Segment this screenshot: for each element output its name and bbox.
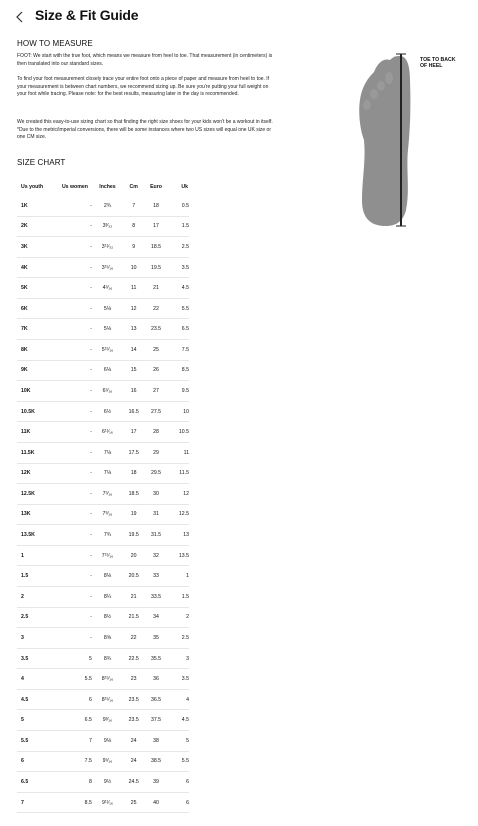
- cell-us-women: -: [53, 278, 92, 299]
- cell-us-women: -: [53, 442, 92, 463]
- cell-uk: 2: [168, 607, 189, 628]
- col-euro: Euro: [150, 184, 162, 190]
- cell-euro: 17: [144, 216, 167, 237]
- cell-euro: 29: [144, 442, 167, 463]
- cell-inches: 8½: [92, 607, 123, 628]
- table-row: [17, 216, 189, 237]
- cell-cm: 12: [123, 298, 144, 319]
- cell-euro: 39: [144, 772, 167, 793]
- cell-cm: 23: [123, 669, 144, 690]
- cell-uk: 13.5: [168, 545, 189, 566]
- table-row: [17, 340, 189, 361]
- cell-uk: 6: [168, 772, 189, 793]
- table-row: [17, 422, 189, 443]
- cell-cm: 21.5: [123, 607, 144, 628]
- cell-inches: 6⅛: [92, 360, 123, 381]
- cell-us-youth: 4: [17, 669, 53, 690]
- cell-inches: 9⁵⁄₁₆: [92, 751, 123, 772]
- toe-to-heel-label: TOE TO BACK OF HEEL: [420, 57, 456, 69]
- cell-euro: 31.5: [144, 525, 167, 546]
- table-row: [17, 278, 189, 299]
- cell-us-youth: 6.5: [17, 772, 53, 793]
- cell-cm: 24.5: [123, 772, 144, 793]
- cell-cm: 16: [123, 381, 144, 402]
- cell-us-youth: 7: [17, 792, 53, 813]
- measure-paragraph-2: To find your foot measurement closely trace your entire foot onto a piece of paper and measure from heel to toe. If your measurement is between chart numbers, we recommend sizing up. Be sure you're putting your full weight on your foot while tracing. Please note: for the best results, measuring later in the day is recommended.: [17, 76, 270, 97]
- cell-euro: 37.5: [144, 710, 167, 731]
- cell-us-women: 8.5: [53, 792, 92, 813]
- col-cm: Cm: [129, 184, 138, 190]
- cell-us-youth: 11K: [17, 422, 53, 443]
- cell-uk: 1: [168, 566, 189, 587]
- table-row: [17, 463, 189, 484]
- cell-us-youth: 3K: [17, 237, 53, 258]
- table-row: [17, 257, 189, 278]
- cell-cm: 24: [123, 731, 144, 752]
- cell-euro: 21: [144, 278, 167, 299]
- cell-inches: 7⅛: [92, 463, 123, 484]
- table-row: [17, 504, 189, 525]
- cell-us-youth: 12K: [17, 463, 53, 484]
- table-row: [17, 792, 189, 813]
- cell-uk: 11: [168, 442, 189, 463]
- table-row: [17, 689, 189, 710]
- cell-euro: 28: [144, 422, 167, 443]
- cell-inches: 9⅛: [92, 731, 123, 752]
- measure-paragraph-3: We created this easy-to-use sizing chart so that finding the right size shoes for your kids won't be a workout in itself. *Due to the metric/imperial conversions, there will be some instances where two US sizes will equal one UK size or one CM size.: [17, 119, 273, 140]
- page-title: Size & Fit Guide: [35, 7, 139, 23]
- cell-euro: 29.5: [144, 463, 167, 484]
- cell-cm: 17.5: [123, 442, 144, 463]
- cell-cm: 10: [123, 257, 144, 278]
- how-to-measure-title: HOW TO MEASURE: [17, 39, 93, 48]
- cell-us-women: 7: [53, 731, 92, 752]
- table-row: [17, 648, 189, 669]
- col-us-youth: Us youth: [21, 184, 44, 190]
- cell-cm: 19.5: [123, 525, 144, 546]
- cell-us-women: -: [53, 484, 92, 505]
- cell-us-youth: 6K: [17, 298, 53, 319]
- cell-uk: 3.5: [168, 257, 189, 278]
- cell-euro: 22: [144, 298, 167, 319]
- cell-inches: 6⁵⁄₁₆: [92, 381, 123, 402]
- cell-cm: 21: [123, 586, 144, 607]
- cell-uk: 2.5: [168, 628, 189, 649]
- table-row: [17, 381, 189, 402]
- table-row: [17, 484, 189, 505]
- cell-us-women: -: [53, 237, 92, 258]
- header: [0, 0, 478, 34]
- cell-inches: 8¹⁵⁄₁₆: [92, 689, 123, 710]
- cell-uk: 12: [168, 484, 189, 505]
- cell-cm: 22: [123, 628, 144, 649]
- cell-us-women: -: [53, 360, 92, 381]
- cell-us-youth: 2: [17, 586, 53, 607]
- cell-cm: 11: [123, 278, 144, 299]
- cell-cm: 13: [123, 319, 144, 340]
- cell-uk: 12.5: [168, 504, 189, 525]
- cell-uk: 8.5: [168, 360, 189, 381]
- cell-uk: 4: [168, 689, 189, 710]
- chevron-left-icon[interactable]: [15, 11, 25, 23]
- cell-us-youth: 5K: [17, 278, 53, 299]
- cell-us-women: -: [53, 566, 92, 587]
- cell-uk: 4.5: [168, 710, 189, 731]
- cell-us-women: 7.5: [53, 751, 92, 772]
- col-inches: Inches: [99, 184, 116, 190]
- cell-us-women: -: [53, 525, 92, 546]
- cell-euro: 31: [144, 504, 167, 525]
- cell-inches: 3¹¹⁄₃₂: [92, 237, 123, 258]
- cell-uk: 1.5: [168, 216, 189, 237]
- cell-us-women: -: [53, 545, 92, 566]
- cell-uk: 0.5: [168, 196, 189, 216]
- cell-euro: 38.5: [144, 751, 167, 772]
- cell-inches: 6¹¹⁄₁₆: [92, 422, 123, 443]
- cell-inches: 8⅛: [92, 566, 123, 587]
- cell-us-youth: 1K: [17, 196, 53, 216]
- cell-uk: 5: [168, 731, 189, 752]
- cell-euro: 26: [144, 360, 167, 381]
- cell-us-women: -: [53, 319, 92, 340]
- cell-uk: 5.5: [168, 298, 189, 319]
- cell-inches: 7¾: [92, 525, 123, 546]
- cell-us-women: 5: [53, 648, 92, 669]
- cell-euro: 27: [144, 381, 167, 402]
- cell-euro: 23.5: [144, 319, 167, 340]
- cell-inches: 8¾: [92, 648, 123, 669]
- cell-us-women: -: [53, 196, 92, 216]
- size-chart-table: [17, 178, 189, 813]
- cell-cm: 18.5: [123, 484, 144, 505]
- cell-euro: 25: [144, 340, 167, 361]
- cell-inches: 3¹⁵⁄₁₆: [92, 257, 123, 278]
- cell-us-women: -: [53, 381, 92, 402]
- cell-inches: 3³⁄₃₂: [92, 216, 123, 237]
- cell-inches: 7⁵⁄₁₆: [92, 484, 123, 505]
- table-row: [17, 237, 189, 258]
- cell-euro: 33.5: [144, 586, 167, 607]
- cell-us-youth: 10K: [17, 381, 53, 402]
- cell-euro: 27.5: [144, 401, 167, 422]
- table-row: [17, 196, 189, 216]
- cell-us-women: -: [53, 422, 92, 443]
- cell-us-women: 6: [53, 689, 92, 710]
- cell-cm: 20.5: [123, 566, 144, 587]
- table-header-row: [17, 178, 189, 196]
- cell-us-youth: 1.5: [17, 566, 53, 587]
- cell-inches: 5⅛: [92, 298, 123, 319]
- cell-us-youth: 2K: [17, 216, 53, 237]
- cell-us-youth: 5: [17, 710, 53, 731]
- table-row: [17, 525, 189, 546]
- table-row: [17, 669, 189, 690]
- cell-uk: 6: [168, 792, 189, 813]
- cell-euro: 35: [144, 628, 167, 649]
- cell-euro: 36: [144, 669, 167, 690]
- cell-inches: 5⅛: [92, 319, 123, 340]
- cell-uk: 3: [168, 648, 189, 669]
- cell-cm: 17: [123, 422, 144, 443]
- cell-euro: 18.5: [144, 237, 167, 258]
- cell-cm: 16.5: [123, 401, 144, 422]
- table-row: [17, 751, 189, 772]
- cell-us-youth: 13K: [17, 504, 53, 525]
- cell-euro: 30: [144, 484, 167, 505]
- cell-us-women: -: [53, 504, 92, 525]
- cell-inches: 2¾: [92, 196, 123, 216]
- cell-us-youth: 1: [17, 545, 53, 566]
- table-row: [17, 710, 189, 731]
- cell-inches: 9½: [92, 772, 123, 793]
- table-row: [17, 401, 189, 422]
- cell-inches: 9³⁄₁₆: [92, 710, 123, 731]
- cell-cm: 19: [123, 504, 144, 525]
- cell-us-women: -: [53, 298, 92, 319]
- cell-euro: 35.5: [144, 648, 167, 669]
- cell-us-women: 6.5: [53, 710, 92, 731]
- cell-us-women: -: [53, 401, 92, 422]
- cell-us-women: -: [53, 340, 92, 361]
- table-row: [17, 607, 189, 628]
- cell-uk: 6.5: [168, 319, 189, 340]
- cell-cm: 22.5: [123, 648, 144, 669]
- cell-inches: 4⁵⁄₁₆: [92, 278, 123, 299]
- cell-us-women: 8: [53, 772, 92, 793]
- cell-us-youth: 3.5: [17, 648, 53, 669]
- cell-euro: 36.5: [144, 689, 167, 710]
- cell-euro: 38: [144, 731, 167, 752]
- table-row: [17, 319, 189, 340]
- cell-uk: 10.5: [168, 422, 189, 443]
- cell-inches: 8¹⁵⁄₁₆: [92, 669, 123, 690]
- cell-euro: 18: [144, 196, 167, 216]
- cell-cm: 7: [123, 196, 144, 216]
- table-row: [17, 772, 189, 793]
- table-row: [17, 298, 189, 319]
- table-row: [17, 545, 189, 566]
- cell-inches: 9¹¹⁄₁₆: [92, 792, 123, 813]
- cell-us-youth: 2.5: [17, 607, 53, 628]
- cell-us-youth: 4K: [17, 257, 53, 278]
- cell-uk: 7.5: [168, 340, 189, 361]
- size-chart-title: SIZE CHART: [17, 158, 66, 167]
- cell-cm: 20: [123, 545, 144, 566]
- cell-us-youth: 5.5: [17, 731, 53, 752]
- cell-inches: 7⅛: [92, 442, 123, 463]
- cell-cm: 23.5: [123, 710, 144, 731]
- cell-cm: 8: [123, 216, 144, 237]
- cell-cm: 23.5: [123, 689, 144, 710]
- cell-uk: 4.5: [168, 278, 189, 299]
- cell-inches: 7¹⁵⁄₁₆: [92, 545, 123, 566]
- cell-us-women: -: [53, 257, 92, 278]
- cell-us-youth: 4.5: [17, 689, 53, 710]
- col-uk: Uk: [181, 184, 188, 190]
- cell-inches: 7⁹⁄₁₆: [92, 504, 123, 525]
- cell-cm: 18: [123, 463, 144, 484]
- cell-euro: 34: [144, 607, 167, 628]
- table-row: [17, 628, 189, 649]
- cell-uk: 11.5: [168, 463, 189, 484]
- measure-paragraph-1: FOOT: We start with the true foot, which means we measure from heel to toe. That measurement (in centimeters) is then translated into our standard sizes.: [17, 53, 273, 67]
- cell-us-youth: 13.5K: [17, 525, 53, 546]
- cell-inches: 6½: [92, 401, 123, 422]
- cell-euro: 40: [144, 792, 167, 813]
- cell-us-women: -: [53, 216, 92, 237]
- cell-inches: 8⅝: [92, 628, 123, 649]
- cell-euro: 33: [144, 566, 167, 587]
- cell-euro: 32: [144, 545, 167, 566]
- cell-us-youth: 11.5K: [17, 442, 53, 463]
- cell-us-youth: 7K: [17, 319, 53, 340]
- cell-us-youth: 8K: [17, 340, 53, 361]
- cell-us-youth: 10.5K: [17, 401, 53, 422]
- col-us-women: Us women: [61, 184, 88, 190]
- cell-inches: 8¼: [92, 586, 123, 607]
- table-row: [17, 442, 189, 463]
- table-row: [17, 586, 189, 607]
- table-row: [17, 360, 189, 381]
- cell-uk: 13: [168, 525, 189, 546]
- cell-cm: 15: [123, 360, 144, 381]
- cell-cm: 14: [123, 340, 144, 361]
- table-row: [17, 731, 189, 752]
- cell-uk: 3.5: [168, 669, 189, 690]
- cell-uk: 9.5: [168, 381, 189, 402]
- cell-uk: 5.5: [168, 751, 189, 772]
- cell-us-women: 5.5: [53, 669, 92, 690]
- cell-us-youth: 6: [17, 751, 53, 772]
- cell-us-youth: 9K: [17, 360, 53, 381]
- cell-inches: 5¹⁵⁄₁₆: [92, 340, 123, 361]
- cell-us-women: -: [53, 586, 92, 607]
- foot-illustration: [350, 50, 420, 230]
- cell-cm: 24: [123, 751, 144, 772]
- cell-us-youth: 12.5K: [17, 484, 53, 505]
- cell-uk: 10: [168, 401, 189, 422]
- cell-cm: 25: [123, 792, 144, 813]
- cell-us-youth: 3: [17, 628, 53, 649]
- cell-euro: 19.5: [144, 257, 167, 278]
- cell-us-women: -: [53, 628, 92, 649]
- table-row: [17, 566, 189, 587]
- cell-us-women: -: [53, 607, 92, 628]
- cell-us-women: -: [53, 463, 92, 484]
- cell-uk: 2.5: [168, 237, 189, 258]
- cell-uk: 1.5: [168, 586, 189, 607]
- cell-cm: 9: [123, 237, 144, 258]
